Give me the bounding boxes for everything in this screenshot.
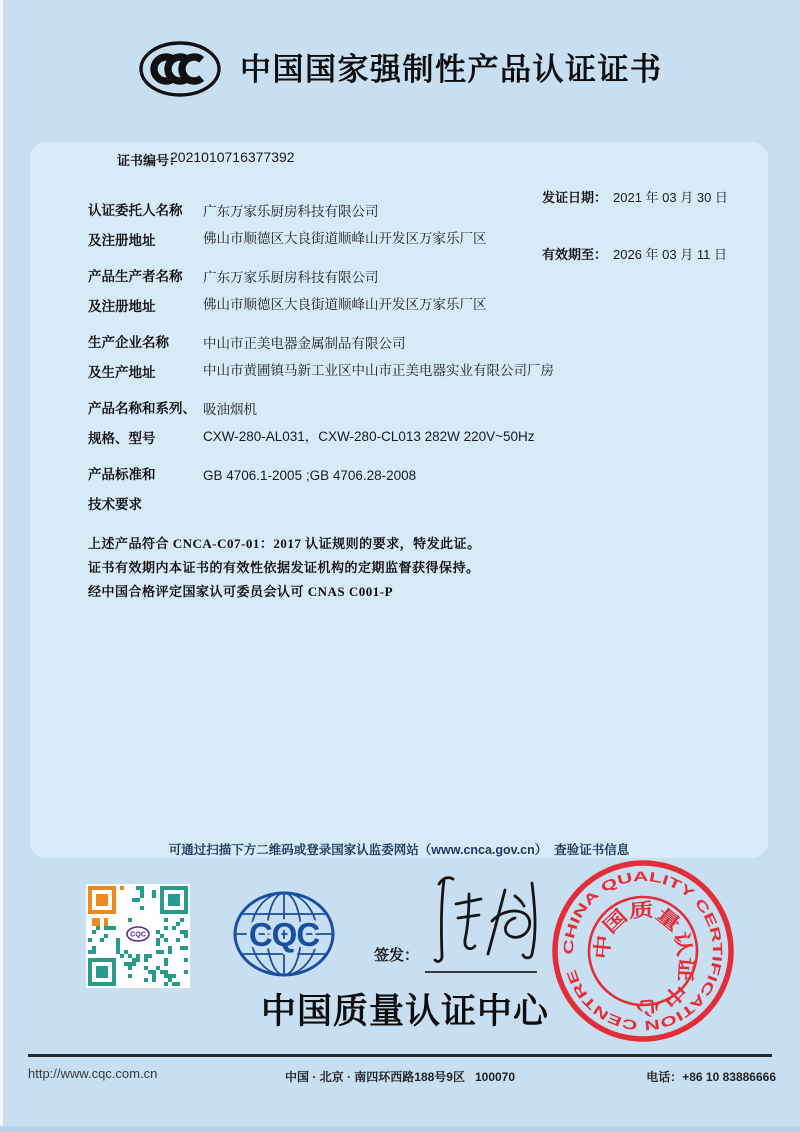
field-producer bbox=[88, 262, 748, 322]
declaration-line: 经中国合格评定国家认可委员会认可 CNAS C001-P bbox=[88, 584, 394, 599]
expiry-date-value: 2026 年 03 月 11 日 bbox=[613, 247, 727, 262]
field-value: CXW-280-AL031，CXW-280-CL013 282W 220V~50Hz bbox=[203, 429, 535, 444]
field-label: 及注册地址 bbox=[88, 299, 156, 314]
footer-divider bbox=[28, 1054, 772, 1057]
qr-center-label: CQC bbox=[130, 929, 146, 939]
qr-code bbox=[86, 884, 190, 988]
field-value: 广东万家乐厨房科技有限公司 bbox=[203, 270, 379, 285]
stamp-inner-text: 中国质量认证中心 bbox=[592, 900, 696, 1018]
cert-number-label: 证书编号： bbox=[117, 153, 183, 168]
field-label: 产品生产者名称 bbox=[88, 269, 183, 284]
signature-underline bbox=[425, 971, 537, 973]
field-value: 中山市正美电器金属制品有限公司 bbox=[203, 336, 406, 351]
qr-code-image bbox=[86, 884, 190, 988]
page-bottom-edge bbox=[0, 1126, 800, 1132]
stamp-outer-text: CHINA QUALITY CERTIFICATION CENTRE bbox=[560, 868, 726, 1034]
field-label: 生产企业名称 bbox=[88, 335, 169, 350]
footer-phone: 电话：+86 10 83886666 bbox=[646, 1070, 776, 1084]
declaration-line: 证书有效期内本证书的有效性依据发证机构的定期监督获得保持。 bbox=[88, 560, 480, 575]
field-product bbox=[88, 394, 748, 454]
field-manufacturer bbox=[88, 328, 748, 388]
field-label: 产品名称和系列、 bbox=[88, 401, 196, 416]
footer-address: 中国 · 北京 · 南四环西路188号9区 100070 bbox=[284, 1070, 516, 1084]
scan-verification-note: 可通过扫描下方二维码或登录国家认监委网站（www.cnca.gov.cn） 查验证书信息 bbox=[168, 843, 630, 857]
issue-date-label: 发证日期： bbox=[542, 190, 608, 205]
field-value: 吸油烟机 bbox=[203, 402, 257, 417]
footer-url: http://www.cqc.com.cn bbox=[28, 1066, 158, 1081]
signature bbox=[408, 868, 558, 972]
page-title: 中国国家强制性产品认证证书 bbox=[240, 52, 663, 87]
page-left-edge bbox=[0, 0, 3, 1132]
field-value: 广东万家乐厨房科技有限公司 bbox=[203, 204, 379, 219]
field-label: 及注册地址 bbox=[88, 233, 156, 248]
declaration-text bbox=[88, 532, 481, 604]
field-standards bbox=[88, 460, 748, 520]
expiry-date-label: 有效期至： bbox=[542, 247, 608, 262]
ccc-logo-icon bbox=[138, 40, 222, 98]
field-label: 技术要求 bbox=[88, 497, 142, 512]
official-stamp bbox=[538, 846, 748, 1056]
field-applicant bbox=[88, 196, 748, 256]
field-label: 认证委托人名称 bbox=[88, 203, 183, 218]
field-value: 中山市黄圃镇马新工业区中山市正美电器实业有限公司厂房 bbox=[203, 363, 554, 378]
field-label: 规格、型号 bbox=[88, 431, 156, 446]
organization-name: 中国质量认证中心 bbox=[260, 992, 549, 1031]
cqc-logo-text: CQC bbox=[248, 916, 320, 953]
signed-by-label: 签发： bbox=[374, 947, 420, 964]
field-value: 佛山市顺德区大良街道顺峰山开发区万家乐厂区 bbox=[203, 297, 487, 312]
cqc-globe-logo-icon bbox=[232, 890, 336, 978]
declaration-line: 上述产品符合 CNCA-C07-01：2017 认证规则的要求，特发此证。 bbox=[88, 536, 481, 551]
field-value: GB 4706.1-2005 ;GB 4706.28-2008 bbox=[203, 468, 417, 483]
issue-date-value: 2021 年 03 月 30 日 bbox=[613, 190, 728, 205]
field-label: 及生产地址 bbox=[88, 365, 156, 380]
field-label: 产品标准和 bbox=[88, 467, 156, 482]
certificate-body-panel bbox=[30, 142, 768, 858]
field-value: 佛山市顺德区大良街道顺峰山开发区万家乐厂区 bbox=[203, 231, 487, 246]
cert-number-value: 2021010716377392 bbox=[170, 149, 295, 165]
